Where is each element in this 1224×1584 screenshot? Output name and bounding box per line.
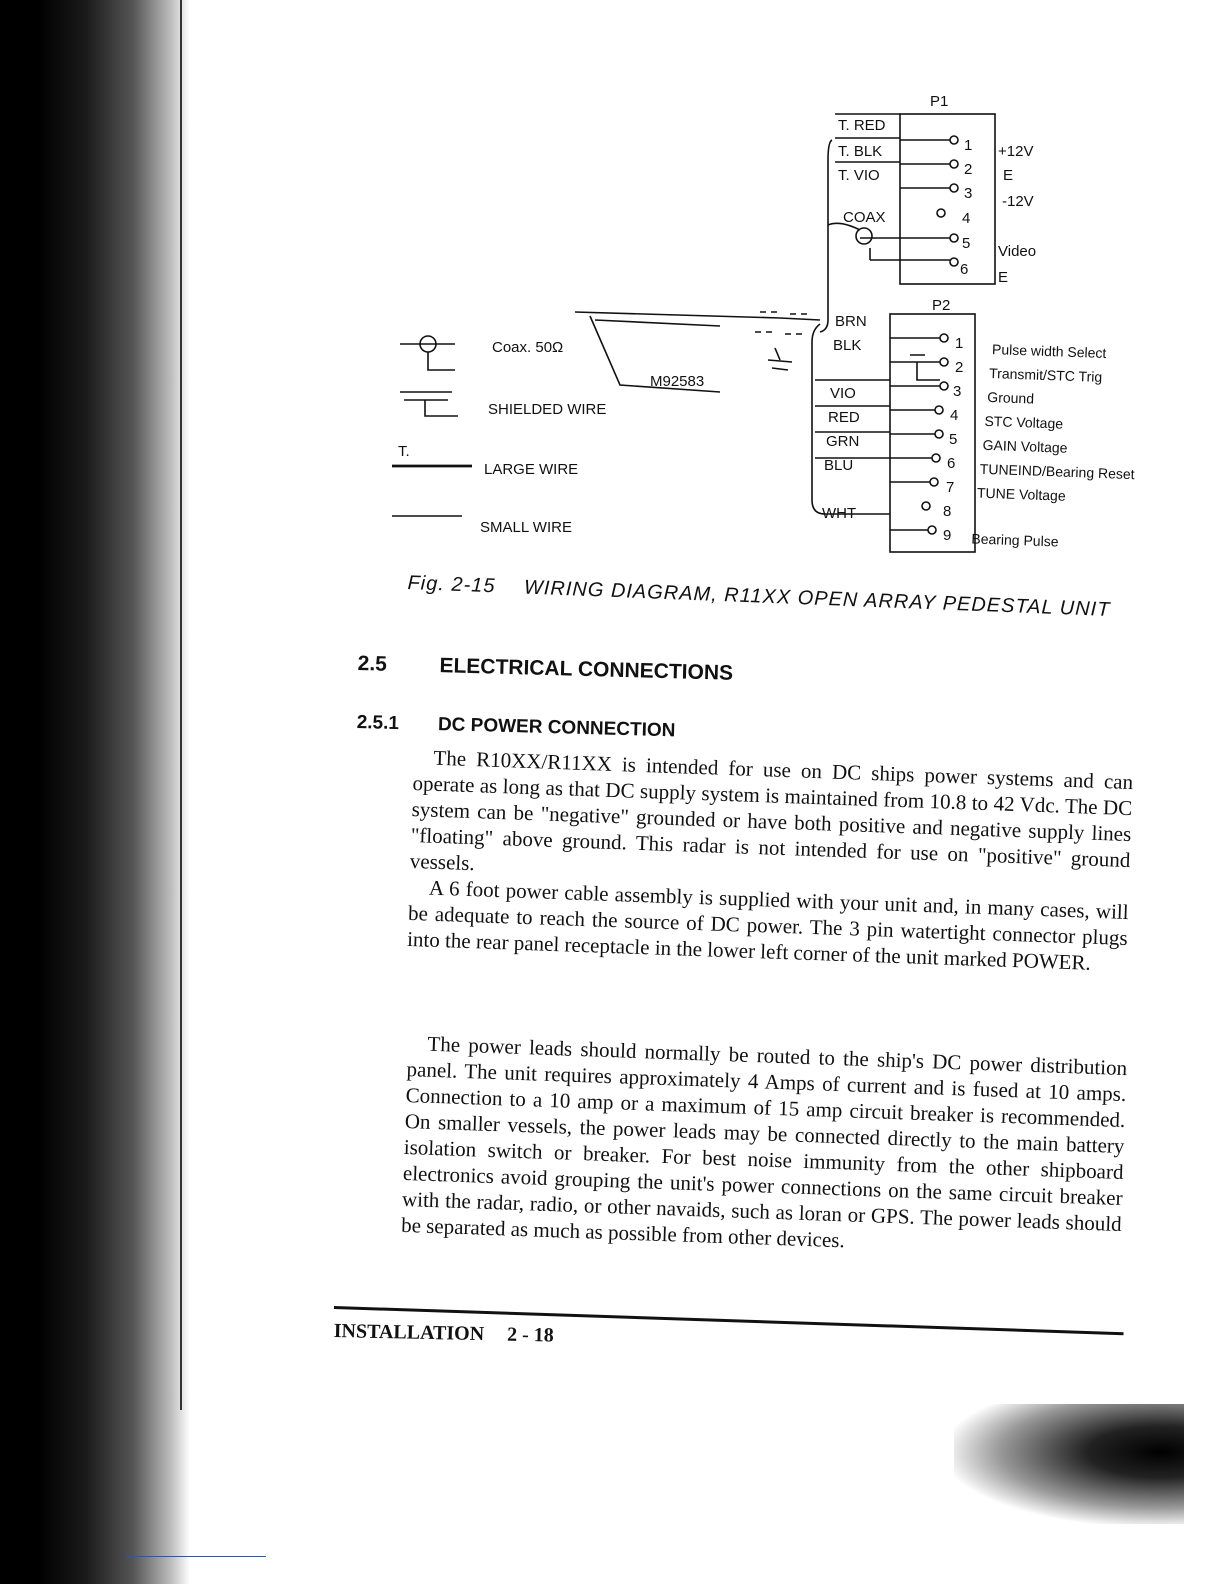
- scan-edge-shadow: [0, 0, 190, 1584]
- paragraph: A 6 foot power cable assembly is supplied with your unit and, in many cases, will be adequate to reach the source of DC power. The 3 pin watertight connector plugs into the rear panel receptacle in the lower left corner of the unit marked POWER.: [406, 875, 1129, 975]
- section-title: ELECTRICAL CONNECTIONS: [439, 654, 734, 685]
- p2-pin-number: 9: [943, 527, 952, 544]
- p2-pin-number: 5: [949, 431, 958, 448]
- p2-wire-label: BLK: [833, 337, 862, 354]
- section-number: 2.5: [357, 652, 388, 676]
- p2-pin-number: 6: [947, 455, 956, 472]
- p2-signal-label: GAIN Voltage: [982, 436, 1068, 456]
- p1-signal-label: Video: [998, 243, 1037, 260]
- figure-caption: [407, 572, 1127, 623]
- p1-signal-label: E: [998, 269, 1009, 286]
- p2-signal-label: Pulse width Select: [991, 341, 1107, 362]
- legend-coax-label: Coax. 50Ω: [492, 339, 564, 356]
- p1-wire-label: T. BLK: [838, 143, 883, 160]
- subsection-number: 2.5.1: [356, 712, 400, 735]
- p2-wire-label: BRN: [835, 313, 867, 330]
- subsection-heading: [356, 712, 675, 742]
- cable-part-number: M92583: [650, 373, 705, 390]
- page-number: 2 - 18: [506, 1323, 555, 1347]
- p2-wire-label: RED: [828, 409, 860, 426]
- legend-large-wire-mark: T.: [398, 443, 410, 460]
- p2-signal-label: Ground: [987, 388, 1035, 407]
- p2-wire-label: BLU: [824, 457, 854, 474]
- p1-signal-label: E: [1003, 167, 1014, 184]
- p2-wire-label: WHT: [822, 505, 857, 522]
- p1-pin-number: 5: [962, 235, 971, 252]
- section-heading: [357, 652, 733, 686]
- wiring-diagram: [380, 80, 1180, 570]
- p1-wire-label: T. RED: [838, 117, 886, 134]
- legend-shielded-label: SHIELDED WIRE: [488, 401, 607, 418]
- p2-pin-number: 2: [955, 359, 964, 376]
- p2-signal-label: TUNEIND/Bearing Reset: [979, 460, 1135, 483]
- body-text-block: [401, 1030, 1128, 1263]
- p2-pin-number: 7: [946, 479, 955, 496]
- scan-binding-line: [180, 0, 202, 1410]
- body-text-block: [407, 744, 1134, 977]
- p2-pin-number: 3: [953, 383, 962, 400]
- p2-pin-number: 4: [950, 407, 959, 424]
- subsection-title: DC POWER CONNECTION: [437, 714, 676, 742]
- scan-artifact-line: [126, 1556, 266, 1557]
- figure-number: Fig. 2-15: [407, 572, 496, 598]
- p1-pin-number: 1: [964, 137, 973, 154]
- figure-title: WIRING DIAGRAM, R11XX OPEN ARRAY PEDESTAL UNIT: [523, 576, 1111, 621]
- p1-signal-label: +12V: [998, 143, 1034, 160]
- p2-label: P2: [932, 297, 951, 314]
- scan-corner-shadow: [954, 1404, 1184, 1524]
- p1-pin-number: 6: [960, 261, 969, 278]
- paragraph: The R10XX/R11XX is intended for use on DC ships power systems and can operate as long as that DC supply system is maintained from 10.8 to 42 Vdc. The DC system can be "negative" grounded or have both positive and negative supply lines "floating" above ground. This radar is not intended for use on "positive" ground vessels.: [409, 745, 1134, 876]
- p1-pin-number: 2: [964, 161, 973, 178]
- p2-signal-label: STC Voltage: [984, 412, 1064, 432]
- p2-wire-label: GRN: [826, 433, 860, 450]
- p1-wire-label: COAX: [843, 209, 886, 226]
- paragraph: The power leads should normally be routed to the ship's DC power distribution panel. The unit requires approximately 4 Amps of current and is fused at 10 amps. Connection to a 10 amp or a maximum of 15 amp circuit breaker is recommended. On smaller vessels, the power leads may be connected directly to the main battery isolation switch or breaker. For best noise immunity from the other shipboard electronics avoid grouping the unit's power connections on the same circuit breaker with the radar, radio, or other navaids, such as loran or GPS. The power leads should be separated as much as possible from other devices.: [400, 1031, 1128, 1253]
- p1-pin-number: 3: [964, 185, 973, 202]
- p1-label: P1: [930, 93, 949, 110]
- legend-large-label: LARGE WIRE: [484, 461, 579, 478]
- p2-signal-label: Transmit/STC Trig: [988, 364, 1103, 385]
- p2-pin-number: 1: [955, 335, 964, 352]
- p2-signal-label: TUNE Voltage: [976, 484, 1066, 504]
- page-footer: [334, 1320, 555, 1348]
- p2-wire-label: VIO: [830, 385, 856, 402]
- p1-wire-label: T. VIO: [838, 167, 880, 184]
- p2-signal-label: Bearing Pulse: [971, 530, 1059, 550]
- p1-signal-label: -12V: [1002, 193, 1034, 210]
- p1-pin-number: 4: [962, 210, 971, 227]
- legend-small-label: SMALL WIRE: [480, 519, 572, 536]
- footer-section: INSTALLATION: [333, 1320, 485, 1346]
- p2-pin-number: 8: [943, 503, 952, 520]
